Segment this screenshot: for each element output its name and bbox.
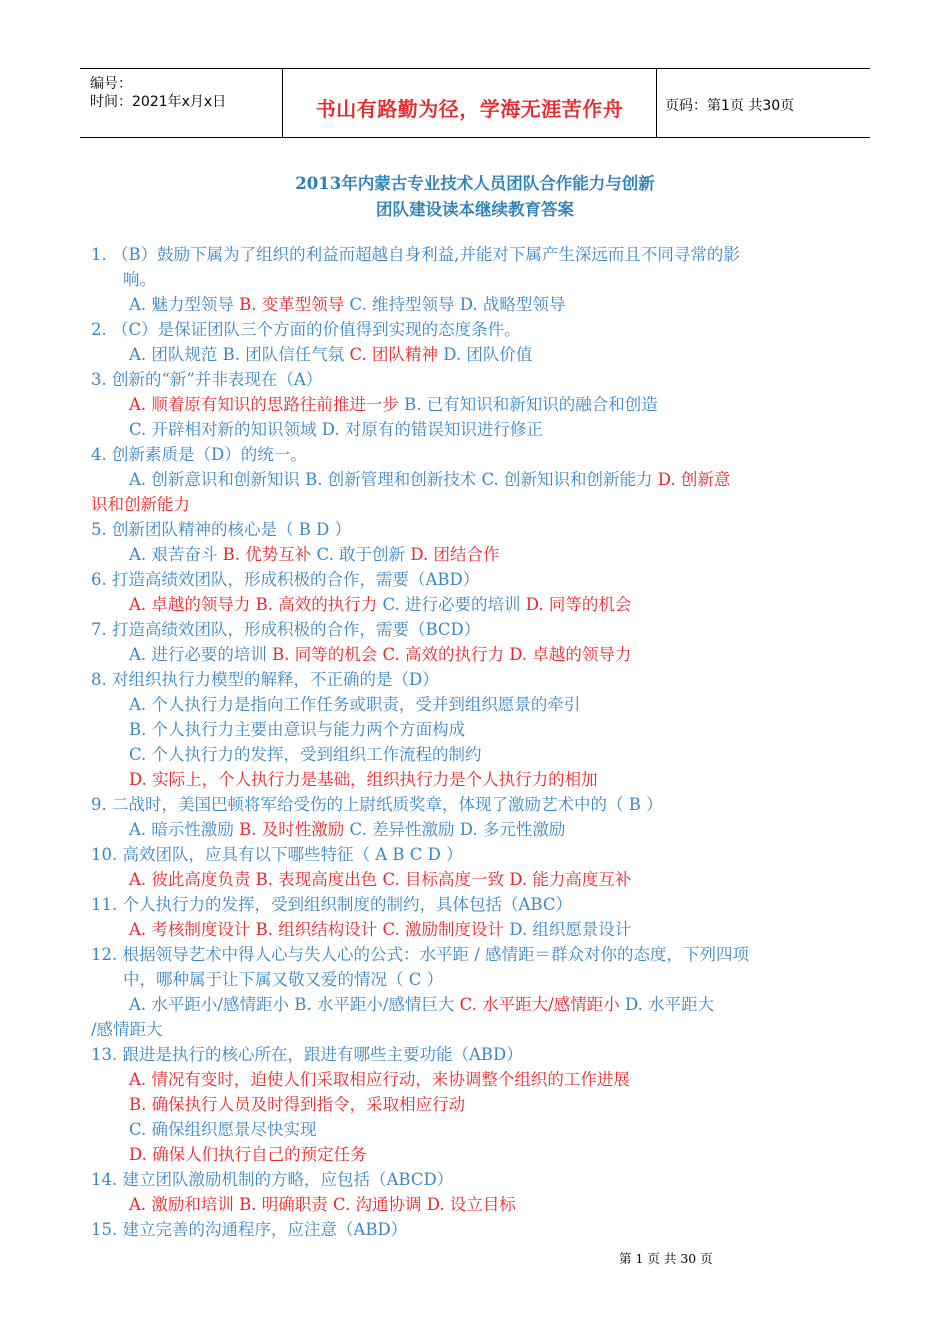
text-line <box>91 518 351 542</box>
text-line <box>129 643 631 667</box>
question-text: B. 个人执行力主要由意识与能力两个方面构成 <box>129 720 466 739</box>
text-line <box>91 568 479 592</box>
question-text: 12. 根据领导艺术中得人心与失人心的公式：水平距 / 感情距＝群众对你的态度，下列四项 <box>91 945 750 964</box>
text-line <box>91 668 439 692</box>
text-line <box>91 893 572 917</box>
question-text: 6. 打造高绩效团队，形成积极的合作，需要（ABD） <box>91 570 480 589</box>
text-line <box>129 293 565 317</box>
text-line <box>91 943 749 967</box>
text-line <box>129 343 532 367</box>
document-title-line-1: 2013年内蒙古专业技术人员团队合作能力与创新 <box>295 174 655 193</box>
question-text: 9. 二战时，美国巴顿将军给受伤的上尉纸质奖章，体现了激励艺术中的（ B ） <box>91 795 663 814</box>
question-text: C. 开辟相对新的知识领域 D. 对原有的错误知识进行修正 <box>129 420 543 439</box>
text-line <box>129 393 658 417</box>
text-line <box>129 593 631 617</box>
answer-text: B. 确保执行人员及时得到指令，采取相应行动 <box>129 1095 466 1114</box>
text-line <box>129 468 730 492</box>
text-line <box>129 718 465 742</box>
answer-text: C. 团队精神 <box>349 345 444 364</box>
header-motto: 书山有路勤为径，学海无涯苦作舟 <box>315 97 624 121</box>
question-text: A. 艰苦奋斗 <box>129 545 223 564</box>
text-line <box>91 1218 407 1242</box>
text-line <box>91 318 521 342</box>
question-text: 10. 高效团队，应具有以下哪些特征（ A B C D ） <box>91 845 463 864</box>
question-text: C. 敢于创新 <box>316 545 411 564</box>
text-line <box>129 693 580 717</box>
question-text: A. 创新意识和创新知识 B. 创新管理和创新技术 C. 创新知识和创新能力 <box>129 470 658 489</box>
answer-text: A. 激励和培训 B. 明确职责 C. 沟通协调 D. 设立目标 <box>129 1195 516 1214</box>
answer-text: D. 团结合作 <box>410 545 500 564</box>
header-left-cell <box>80 69 283 137</box>
question-text: A. 魅力型领导 <box>129 295 240 314</box>
question-text: C. 确保组织愿景尽快实现 <box>129 1120 317 1139</box>
question-text: D. 水平距大 <box>624 995 715 1014</box>
question-text: 7. 打造高绩效团队，形成积极的合作，需要（BCD） <box>91 620 481 639</box>
answer-text: B. 变革型领导 <box>239 295 350 314</box>
question-text: 4. 创新素质是（D）的统一。 <box>91 445 307 464</box>
text-line <box>91 243 740 267</box>
answer-text: D. 同等的机会 <box>525 595 632 614</box>
text-line <box>129 1068 630 1092</box>
text-line <box>129 1093 465 1117</box>
answer-text: A. 卓越的领导力 B. 高效的执行力 <box>129 595 383 614</box>
question-text: C. 个人执行力的发挥，受到组织工作流程的制约 <box>129 745 482 764</box>
text-line <box>129 1193 516 1217</box>
page-footer: 第 1 页 共 30 页 <box>619 1251 713 1266</box>
header-center-cell <box>283 69 657 137</box>
text-line <box>91 793 663 817</box>
question-text: 5. 创新团队精神的核心是（ B D ） <box>91 520 352 539</box>
question-text: D. 组织愿景设计 <box>509 920 632 939</box>
question-text: 8. 对组织执行力模型的解释，不正确的是（D） <box>91 670 439 689</box>
text-line <box>129 818 565 842</box>
answer-text: D. 确保人们执行自己的预定任务 <box>129 1145 367 1164</box>
question-text: /感情距大 <box>91 1020 163 1039</box>
answer-text: D. 创新意 <box>657 470 731 489</box>
text-line <box>91 843 463 867</box>
document-title-line-2: 团队建设读本继续教育答案 <box>376 200 574 219</box>
answer-text: A. 顺着原有知识的思路往前推进一步 <box>129 395 405 414</box>
text-line <box>129 918 631 942</box>
answer-text: C. 水平距大/感情距小 <box>459 995 625 1014</box>
text-line <box>129 418 543 442</box>
text-line <box>129 1143 367 1167</box>
document-number-label: 编号： <box>90 76 132 92</box>
answer-text: B. 及时性激励 <box>239 820 350 839</box>
document-time-label: 时间：2021年x月x日 <box>90 94 227 110</box>
answer-text: A. 考核制度设计 B. 组织结构设计 C. 激励制度设计 <box>129 920 510 939</box>
question-text: 1. （B）鼓励下属为了组织的利益而超越自身利益,并能对下属产生深远而且不同寻常的影 <box>91 245 740 264</box>
question-text: 中，哪种属于让下属又敬又爱的情况（ C ） <box>123 970 444 989</box>
text-line <box>91 493 190 517</box>
answer-text: A. 情况有变时，迫使人们采取相应行动，来协调整个组织的工作进展 <box>129 1070 630 1089</box>
text-line <box>123 968 443 992</box>
answer-text: 识和创新能力 <box>91 495 190 514</box>
text-line <box>129 993 714 1017</box>
answer-text: B. 同等的机会 C. 高效的执行力 D. 卓越的领导力 <box>272 645 632 664</box>
question-text: 13. 跟进是执行的核心所在，跟进有哪些主要功能（ABD） <box>91 1045 523 1064</box>
question-text: C. 进行必要的培训 <box>382 595 526 614</box>
text-line <box>91 618 480 642</box>
question-text: C. 差异性激励 D. 多元性激励 <box>349 820 566 839</box>
question-text: A. 暗示性激励 <box>129 820 240 839</box>
text-line <box>91 443 307 467</box>
answer-text: A. 彼此高度负责 B. 表现高度出色 C. 目标高度一致 D. 能力高度互补 <box>129 870 632 889</box>
text-line <box>129 1118 317 1142</box>
text-line <box>129 543 499 567</box>
answer-text: D. 实际上，个人执行力是基础，组织执行力是个人执行力的相加 <box>129 770 598 789</box>
question-text: 15. 建立完善的沟通程序，应注意（ABD） <box>91 1220 408 1239</box>
question-text: D. 团队价值 <box>443 345 533 364</box>
question-text: A. 个人执行力是指向工作任务或职责，受并到组织愿景的牵引 <box>129 695 581 714</box>
question-text: B. 已有知识和新知识的融合和创造 <box>404 395 658 414</box>
question-text: A. 进行必要的培训 <box>129 645 273 664</box>
text-line <box>129 743 482 767</box>
text-line <box>91 1018 163 1042</box>
header-right-cell <box>657 69 870 137</box>
text-line <box>129 768 598 792</box>
question-text: A. 团队规范 B. 团队信任气氛 <box>129 345 350 364</box>
question-text: A. 水平距小/感情距小 B. 水平距小/感情巨大 <box>129 995 460 1014</box>
text-line <box>91 1168 453 1192</box>
text-line <box>91 368 322 392</box>
question-text: 3. 创新的“新”并非表现在（A） <box>91 370 323 389</box>
text-line <box>91 1043 523 1067</box>
question-text: 响。 <box>123 270 156 289</box>
answer-text: B. 优势互补 <box>222 545 317 564</box>
header-page-info: 页码：第1页 共30页 <box>665 98 795 114</box>
header-table <box>80 68 870 138</box>
question-text: 11. 个人执行力的发挥，受到组织制度的制约，具体包括（ABC） <box>91 895 572 914</box>
question-text: 2. （C）是保证团队三个方面的价值得到实现的态度条件。 <box>91 320 521 339</box>
question-text: C. 维持型领导 D. 战略型领导 <box>349 295 566 314</box>
text-line <box>123 268 156 292</box>
question-text: 14. 建立团队激励机制的方略，应包括（ABCD） <box>91 1170 454 1189</box>
text-line <box>129 868 631 892</box>
